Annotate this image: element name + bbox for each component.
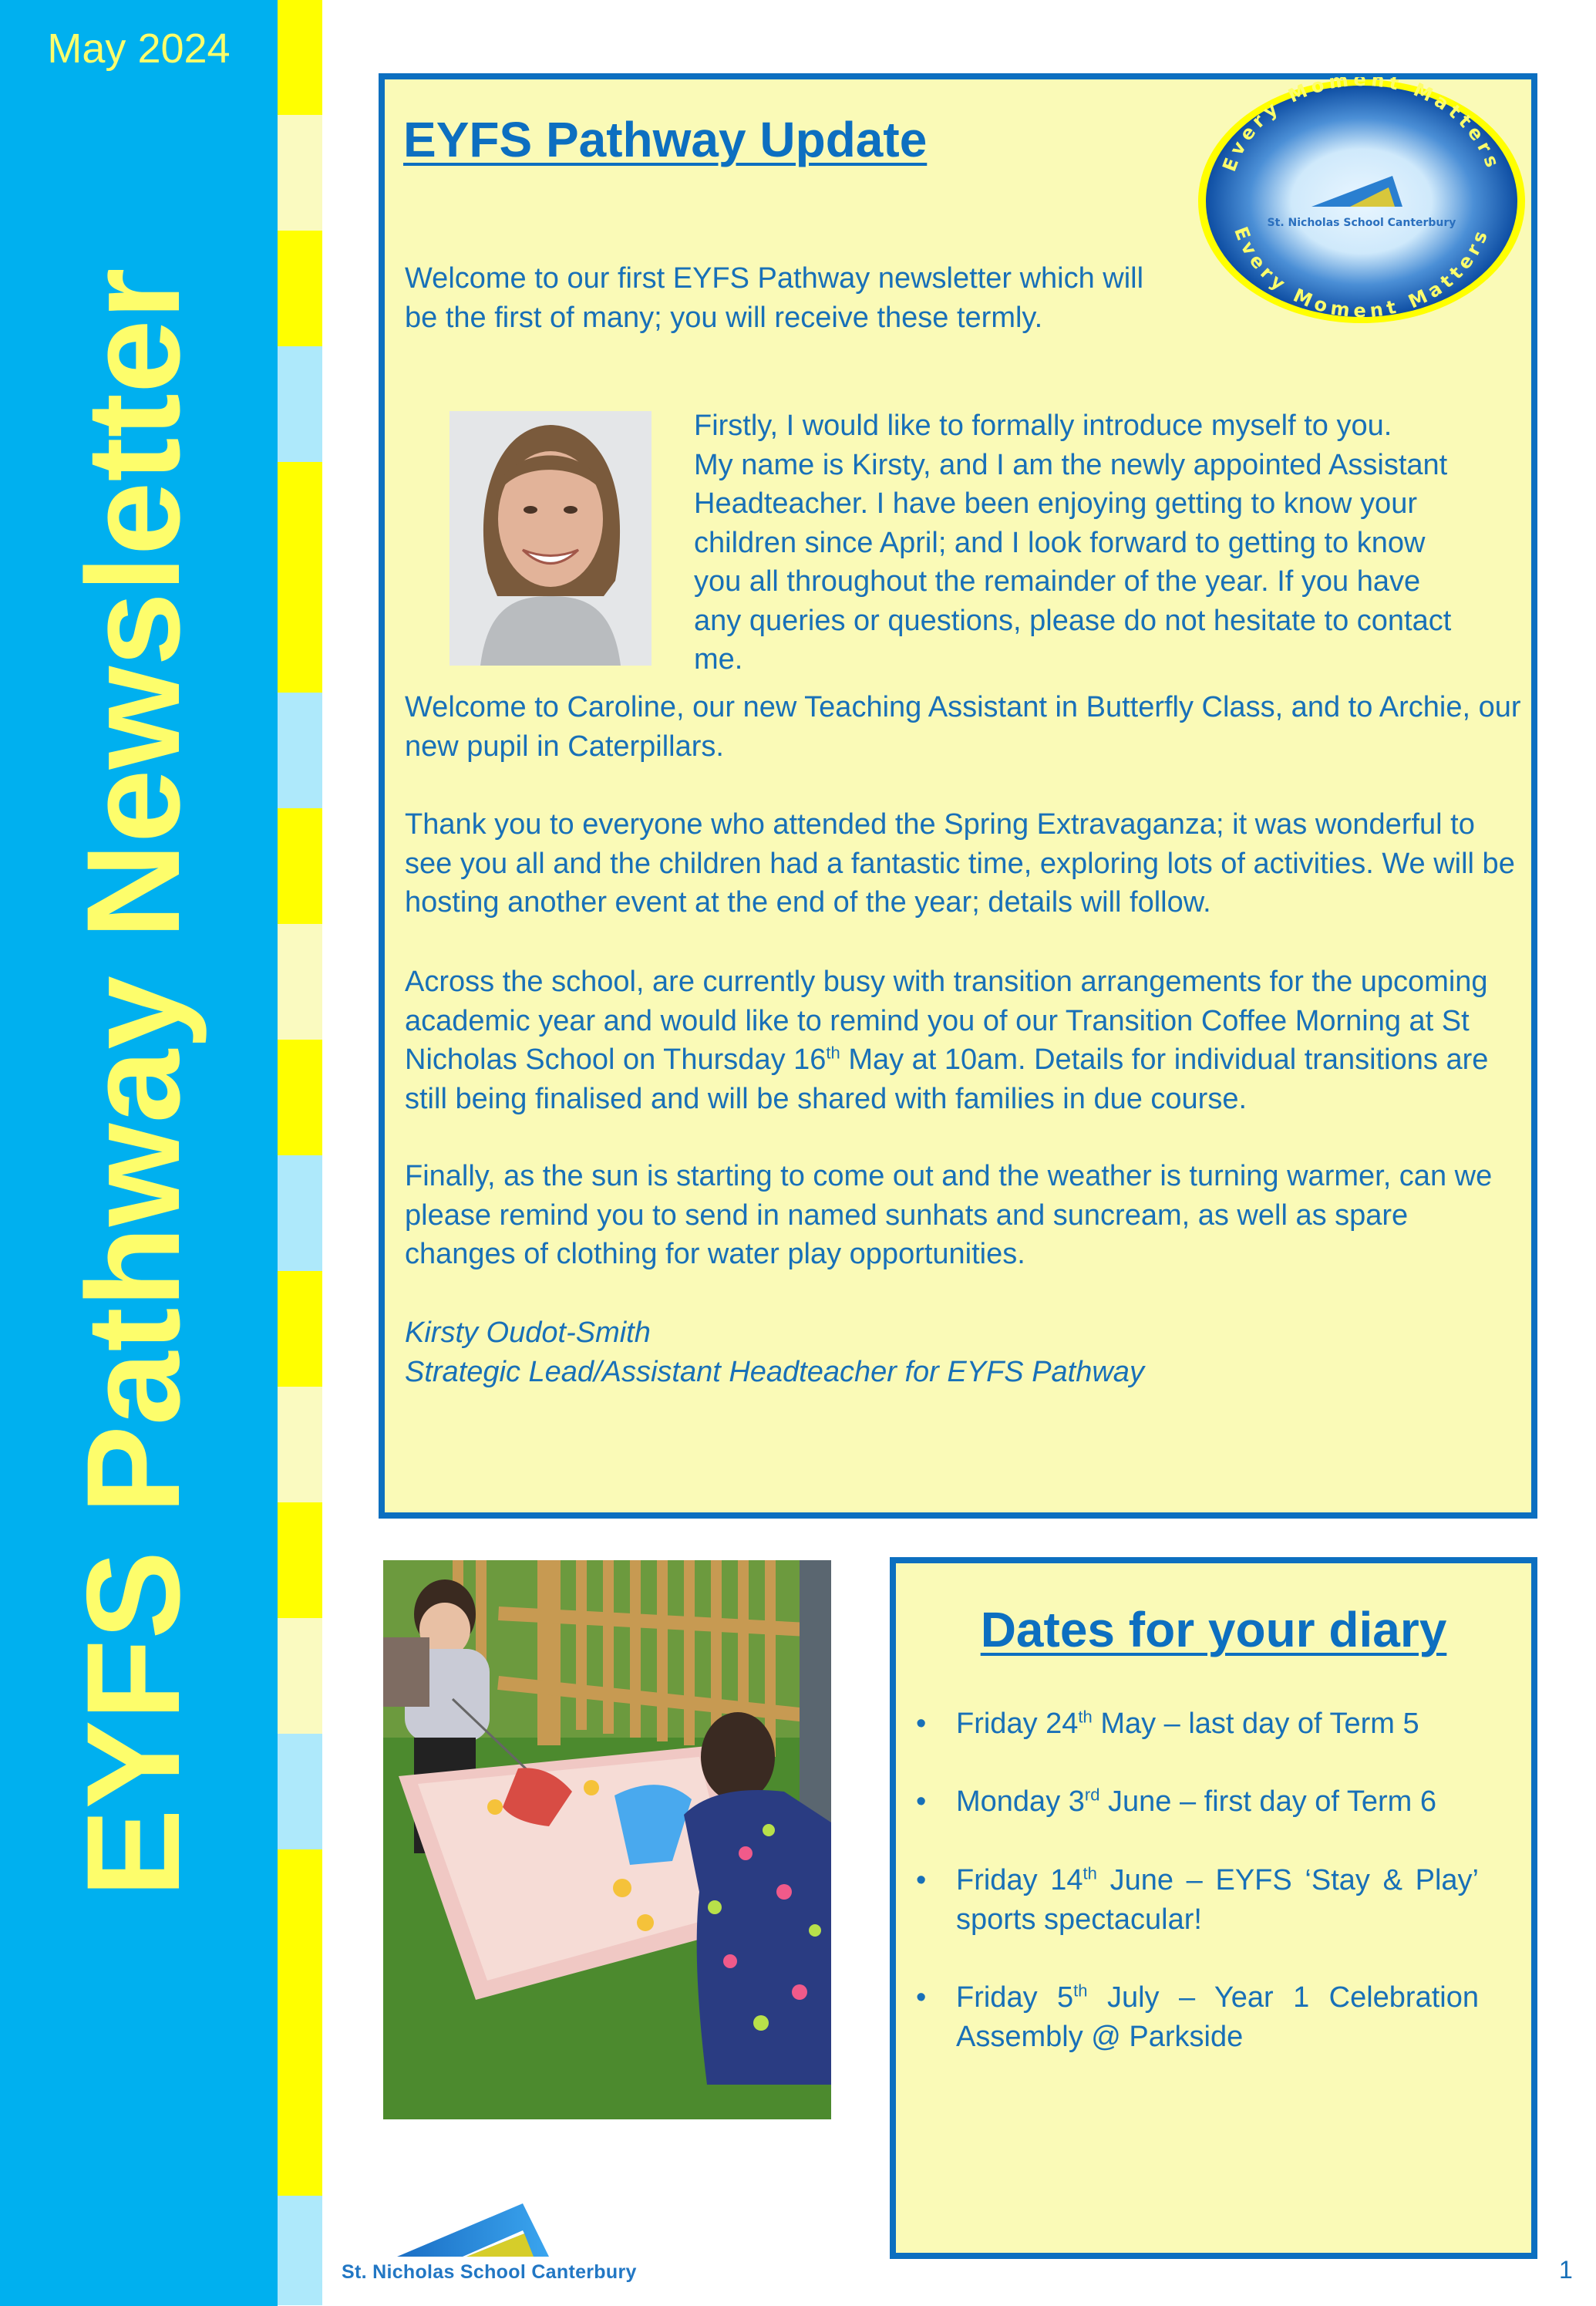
- update-heading: EYFS Pathway Update: [403, 112, 928, 167]
- sidebar: [0, 0, 278, 2306]
- every-moment-matters-seal-icon: [1196, 77, 1527, 325]
- issue-date: May 2024: [47, 25, 231, 72]
- dates-heading: Dates for your diary: [980, 1602, 1447, 1657]
- newsletter-title: EYFS Pathway Newsletter: [59, 268, 207, 1897]
- school-name: St. Nicholas School Canterbury: [342, 2261, 637, 2283]
- intro-paragraph: Welcome to our first EYFS Pathway newsletter which will be the first of many; you will receive these termly.: [405, 262, 1144, 334]
- children-water-play-photo: [383, 1560, 831, 2119]
- stripe: [278, 1155, 322, 1271]
- stripe: [278, 2196, 322, 2305]
- stripe: [278, 808, 322, 924]
- stripe: [278, 0, 322, 115]
- summer-reminder-paragraph: Finally, as the sun is starting to come out and the weather is turning warmer, can we please remind you to send in named sunhats and suncream, as well as spare changes of clothing for water play opportunities.: [405, 1160, 1493, 1270]
- introduction-line: Headteacher. I have been enjoying getting to know your: [694, 487, 1417, 520]
- bullet-icon: •: [916, 1864, 927, 1896]
- date-item: • Friday 5th July – Year 1 Celebration Assembly @ Parkside: [956, 1978, 1479, 2057]
- stripe: [278, 115, 322, 231]
- stripe: [278, 346, 322, 462]
- stripe: [278, 693, 322, 808]
- transition-paragraph: Across the school, are currently busy with transition arrangements for the upcoming academic year and would like to remind you of our Transition Coffee Morning at St Nicholas School on Thursday 16th May at 10am. Details for individual transitions are still being finalised and will be shared with families in due course.: [405, 966, 1489, 1115]
- bullet-icon: •: [916, 1785, 927, 1818]
- stripe: [278, 462, 322, 693]
- signature-name: Kirsty Oudot-Smith: [405, 1317, 651, 1349]
- school-roof-icon: [339, 2200, 609, 2261]
- date-item: • Friday 14th June – EYFS ‘Stay & Play’ sports spectacular!: [956, 1861, 1479, 1940]
- svg-text:Every Moment Matters: Every Moment Matters: [1218, 77, 1505, 175]
- page-number: 1: [1559, 2256, 1573, 2284]
- stripe: [278, 1271, 322, 1387]
- introduction-line: you all throughout the remainder of the year. If you have: [694, 565, 1421, 598]
- stripe: [278, 231, 322, 346]
- date-item: • Monday 3rd June – first day of Term 6: [956, 1782, 1479, 1822]
- stripe: [278, 1849, 322, 2196]
- bullet-icon: •: [916, 1708, 927, 1740]
- introduction-line: My name is Kirsty, and I am the newly appointed Assistant: [694, 448, 1448, 481]
- decorative-stripes: [278, 0, 322, 2306]
- dates-section: [890, 1557, 1537, 2259]
- update-section: [379, 73, 1537, 1519]
- introduction-line: children since April; and I look forward to getting to know: [694, 526, 1426, 559]
- introduction-line: Firstly, I would like to formally introduce myself to you.: [694, 410, 1392, 442]
- welcome-staff-paragraph: Welcome to Caroline, our new Teaching Assistant in Butterfly Class, and to Archie, our new pupil in Caterpillars.: [405, 691, 1521, 763]
- svg-text:Every Moment Matters: Every Moment Matters: [1230, 224, 1493, 322]
- signature-title: Strategic Lead/Assistant Headteacher for EYFS Pathway: [405, 1356, 1144, 1388]
- introduction-line: me.: [694, 643, 743, 676]
- stripe: [278, 1502, 322, 1618]
- bullet-icon: •: [916, 1981, 927, 2014]
- stripe: [278, 1040, 322, 1155]
- introduction-line: any queries or questions, please do not hesitate to contact: [694, 604, 1452, 637]
- stripe: [278, 1387, 322, 1502]
- introduction-paragraph: [694, 406, 1527, 679]
- svg-text:St. Nicholas School Canterbury: St. Nicholas School Canterbury: [1267, 217, 1456, 229]
- headteacher-portrait: [450, 411, 652, 666]
- school-logo: [339, 2200, 637, 2284]
- stripe: [278, 1734, 322, 1849]
- stripe: [278, 1618, 322, 1734]
- spring-event-paragraph: Thank you to everyone who attended the Spring Extravaganza; it was wonderful to see you all and the children had a fantastic time, exploring lots of activities. We will be hosting another event at the end of the year; details will follow.: [405, 808, 1515, 919]
- stripe: [278, 924, 322, 1040]
- date-item: • Friday 24th May – last day of Term 5: [956, 1704, 1479, 1744]
